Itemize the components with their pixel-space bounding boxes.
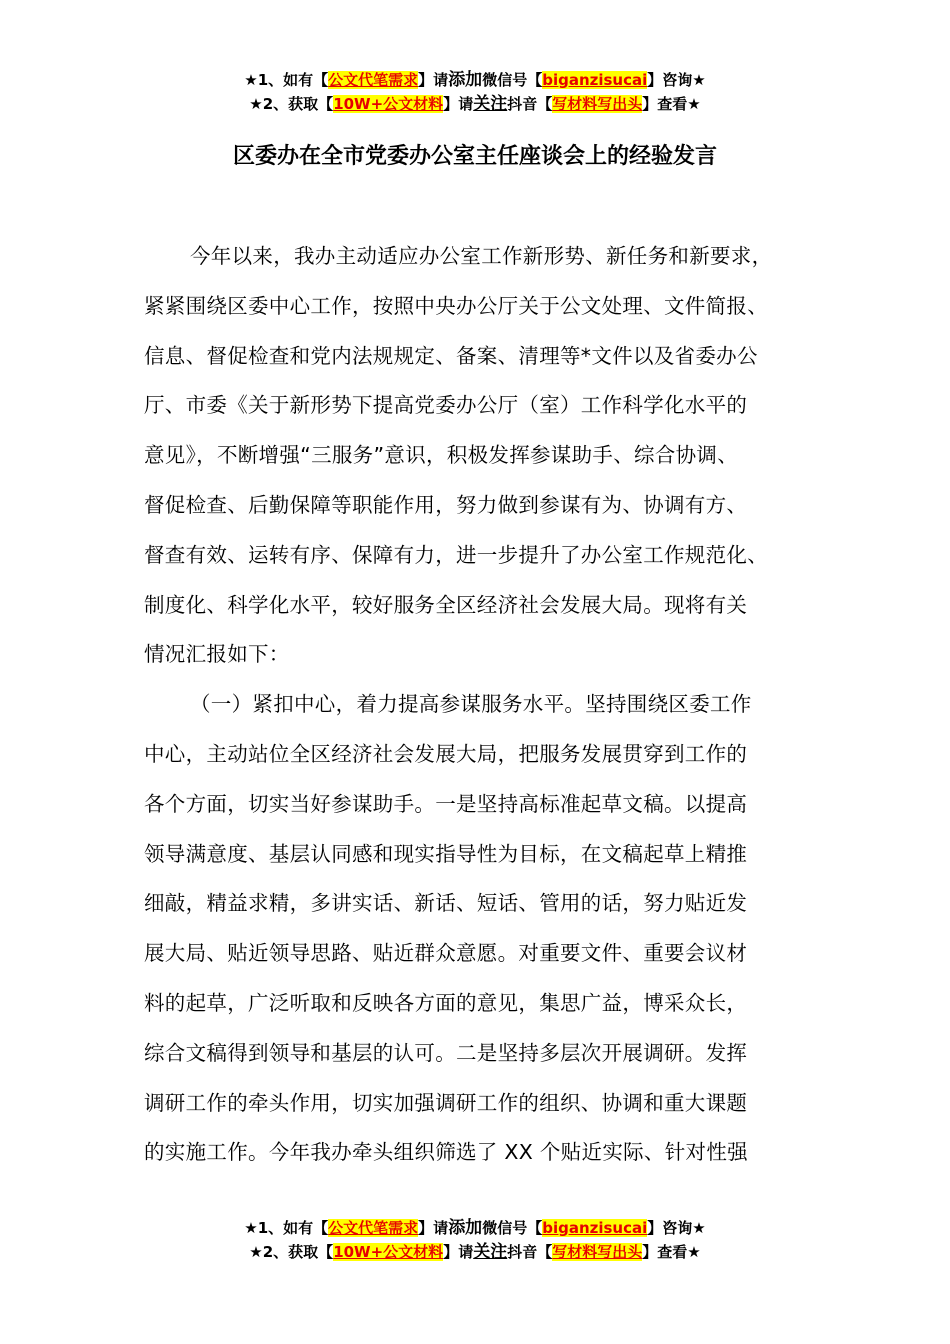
paragraph-intro (144, 232, 834, 680)
banner-text: 】请 (443, 95, 474, 113)
banner-text: ★1、如有【 (244, 1219, 329, 1237)
highlight-wechat-id: biganzisucai (542, 1219, 648, 1237)
banner-text: 】咨询★ (647, 71, 706, 89)
banner-emphasis: 关注 (473, 1242, 508, 1262)
banner-text: 】请 (418, 1219, 449, 1237)
text-line: 细敲，精益求精，多讲实话、新话、短话、管用的话，努力贴近发 (144, 891, 748, 916)
banner-emphasis: 添加 (448, 70, 483, 90)
banner-emphasis: 添加 (448, 1218, 483, 1238)
banner-line-2 (0, 1240, 950, 1264)
highlight-materials: 10W+公文材料 (333, 1243, 444, 1261)
banner-text: 】请 (418, 71, 449, 89)
header-banner (0, 68, 950, 116)
text-line: 综合文稿得到领导和基层的认可。二是坚持多层次开展调研。发挥 (144, 1040, 748, 1065)
text-line: 情况汇报如下： (144, 642, 290, 667)
banner-text: 】请 (443, 1243, 474, 1261)
highlight-douyin-account: 写材料写出头 (552, 1243, 643, 1261)
text-line: 制度化、科学化水平，较好服务全区经济社会发展大局。现将有关 (144, 592, 748, 617)
text-line: 督促检查、后勤保障等职能作用，努力做到参谋有为、协调有方、 (144, 492, 748, 517)
banner-emphasis: 关注 (473, 94, 508, 114)
highlight-douyin-account: 写材料写出头 (552, 95, 643, 113)
banner-line-1 (0, 1216, 950, 1240)
banner-text: 】查看★ (642, 1243, 701, 1261)
text-line: 的实施工作。今年我办牵头组织筛选了 XX 个贴近实际、针对性强 (144, 1140, 748, 1165)
highlight-ghostwriting-service: 公文代笔需求 (328, 1219, 419, 1237)
text-line: 中心，主动站位全区经济社会发展大局，把服务发展贯穿到工作的 (144, 741, 748, 766)
text-line: 厅、市委《关于新形势下提高党委办公厅（室）工作科学化水平的 (144, 393, 748, 418)
footer-banner (0, 1216, 950, 1264)
text-line: 各个方面，切实当好参谋助手。一是坚持高标准起草文稿。以提高 (144, 791, 748, 816)
banner-text: 抖音【 (507, 1243, 553, 1261)
banner-text: 抖音【 (507, 95, 553, 113)
text-line: 今年以来，我办主动适应办公室工作新形势、新任务和新要求， (190, 244, 773, 268)
banner-text: ★1、如有【 (244, 71, 329, 89)
text-line: 展大局、贴近领导思路、贴近群众意愿。对重要文件、重要会议材 (144, 941, 748, 966)
highlight-wechat-id: biganzisucai (542, 71, 648, 89)
paragraph-section-1 (144, 680, 834, 1178)
text-line: 意见》，不断增强“三服务”意识，积极发挥参谋助手、综合协调、 (144, 443, 738, 468)
text-line: 领导满意度、基层认同感和现实指导性为目标，在文稿起草上精推 (144, 841, 748, 866)
document-body (144, 232, 834, 1178)
text-line: （一）紧扣中心，着力提高参谋服务水平。坚持围绕区委工作 (190, 692, 752, 717)
text-line: 信息、督促检查和党内法规规定、备案、清理等*文件以及省委办公 (144, 343, 758, 368)
banner-text: 】查看★ (642, 95, 701, 113)
document-title: 区委办在全市党委办公室主任座谈会上的经验发言 (232, 144, 717, 169)
text-line: 紧紧围绕区委中心工作，按照中央办公厅关于公文处理、文件简报、 (144, 293, 768, 318)
text-line: 督查有效、运转有序、保障有力，进一步提升了办公室工作规范化、 (144, 542, 768, 567)
banner-text: 】咨询★ (647, 1219, 706, 1237)
banner-text: ★2、获取【 (249, 95, 334, 113)
highlight-materials: 10W+公文材料 (333, 95, 444, 113)
banner-text: 微信号【 (482, 71, 543, 89)
text-line: 调研工作的牵头作用，切实加强调研工作的组织、协调和重大课题 (144, 1090, 748, 1115)
highlight-ghostwriting-service: 公文代笔需求 (328, 71, 419, 89)
text-line: 料的起草，广泛听取和反映各方面的意见，集思广益，博采众长， (144, 990, 748, 1015)
banner-line-1 (0, 68, 950, 92)
banner-text: ★2、获取【 (249, 1243, 334, 1261)
banner-line-2 (0, 92, 950, 116)
banner-text: 微信号【 (482, 1219, 543, 1237)
